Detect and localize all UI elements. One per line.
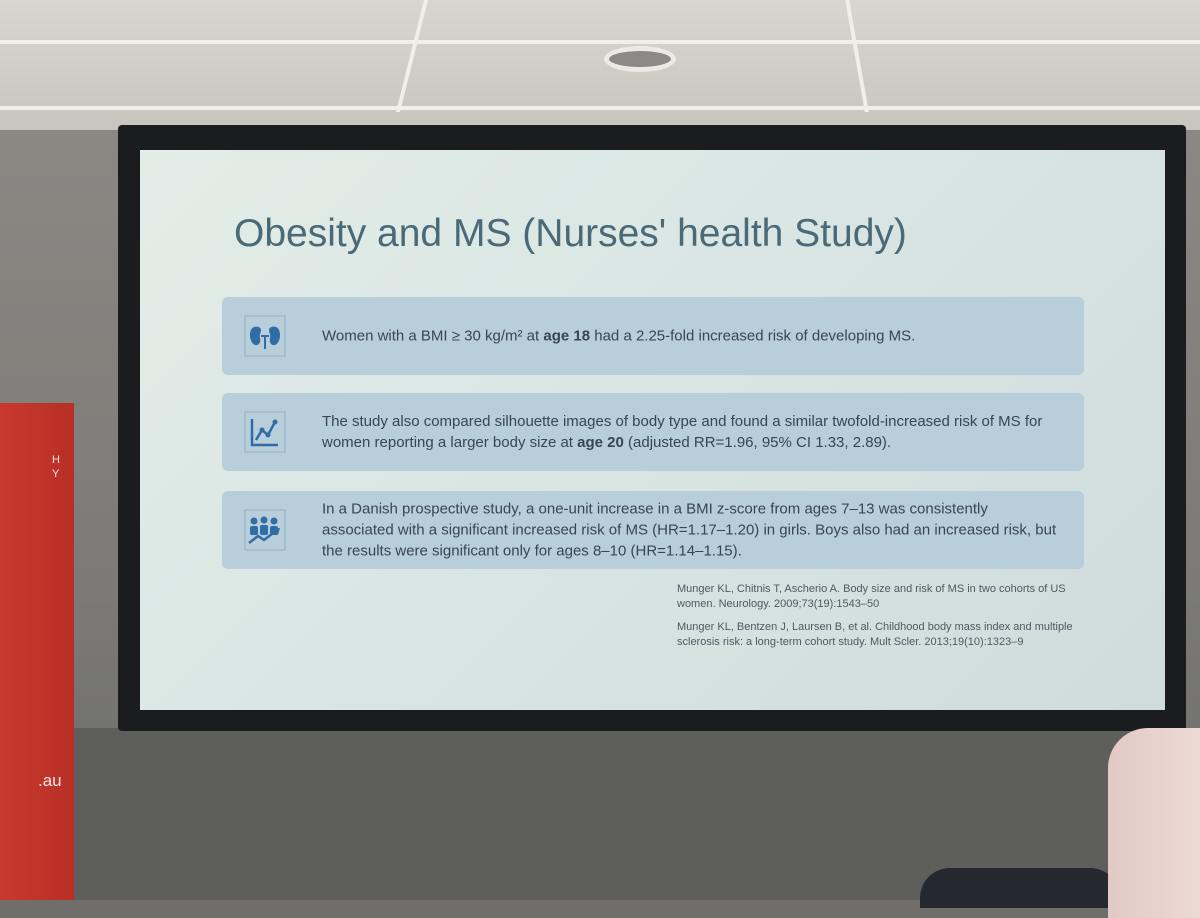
projected-slide — [140, 150, 1165, 710]
references — [677, 582, 1077, 658]
slide-item-2-text: The study also compared silhouette images of body type and found a similar twofold-increased risk of MS for women reporting a larger body size at age 20 (adjusted RR=1.96, 95% CI 1.33, 2.89). — [322, 413, 1043, 451]
ceiling-grid-line — [845, 0, 869, 112]
reference-1: Munger KL, Chitnis T, Ascherio A. Body size and risk of MS in two cohorts of US women. Neurology. 2009;73(19):1543–50 — [677, 583, 1066, 610]
red-banner — [0, 403, 74, 900]
slide-item-2 — [222, 393, 1084, 471]
ceiling-grid-line — [0, 40, 1200, 44]
people-growth-icon — [244, 509, 286, 551]
ceiling — [0, 0, 1200, 140]
banner-text-bottom: .au — [38, 771, 62, 790]
slide-item-1-text: Women with a BMI ≥ 30 kg/m² at age 18 had a 2.25-fold increased risk of developing MS. — [322, 327, 916, 345]
reference-2: Munger KL, Bentzen J, Laursen B, et al. Childhood body mass index and multiple sclerosis risk: a long-term cohort study. Mult Scler. 2013;19(10):1323–9 — [677, 621, 1073, 648]
audience-member-shoulder — [1108, 728, 1200, 918]
kidney-icon — [244, 315, 286, 357]
ceiling-vent — [604, 46, 676, 72]
ceiling-grid-line — [396, 0, 428, 112]
slide-item-1 — [222, 297, 1084, 375]
line-chart-icon — [244, 411, 286, 453]
ceiling-grid-line — [0, 106, 1200, 110]
slide-title: Obesity and MS (Nurses' health Study) — [234, 212, 907, 255]
slide-item-3-text: In a Danish prospective study, a one-unit increase in a BMI z-score from ages 7–13 was consistently associated with a significant increased risk of MS (HR=1.17–1.20) in girls. Boys also had an increased risk, but the results were significant only for ages 8–10 (HR=1.14–1.15). — [322, 500, 1057, 560]
slide-item-3 — [222, 491, 1084, 569]
banner-text-top: H Y — [52, 454, 60, 480]
audience-member-dark — [920, 868, 1120, 908]
